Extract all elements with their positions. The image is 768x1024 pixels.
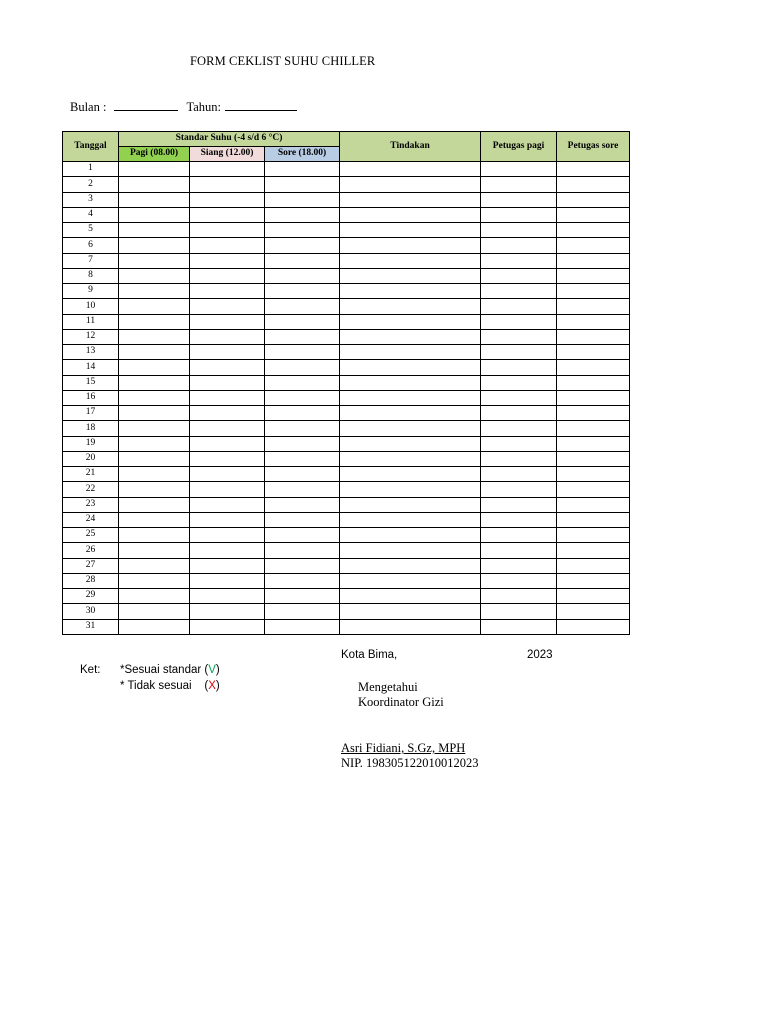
tindakan-cell[interactable] bbox=[340, 482, 481, 497]
siang-cell[interactable] bbox=[190, 436, 265, 451]
table-row bbox=[63, 207, 630, 222]
pagi-cell[interactable] bbox=[119, 253, 190, 268]
table-row bbox=[63, 604, 630, 619]
petugas-pagi-cell[interactable] bbox=[481, 390, 557, 405]
petugas-sore-cell[interactable] bbox=[557, 345, 630, 360]
pagi-cell[interactable] bbox=[119, 390, 190, 405]
pagi-cell[interactable] bbox=[119, 436, 190, 451]
tindakan-cell[interactable] bbox=[340, 390, 481, 405]
petugas-sore-cell[interactable] bbox=[557, 360, 630, 375]
petugas-sore-cell[interactable] bbox=[557, 421, 630, 436]
petugas-sore-cell[interactable] bbox=[557, 573, 630, 588]
day-number: 16 bbox=[63, 390, 119, 405]
siang-cell[interactable] bbox=[190, 619, 265, 634]
tindakan-cell[interactable] bbox=[340, 497, 481, 512]
bulan-blank[interactable] bbox=[114, 100, 178, 111]
table-row bbox=[63, 421, 630, 436]
table-row bbox=[63, 345, 630, 360]
tindakan-cell[interactable] bbox=[340, 528, 481, 543]
petugas-sore-cell[interactable] bbox=[557, 543, 630, 558]
sore-cell[interactable] bbox=[265, 192, 340, 207]
pagi-cell[interactable] bbox=[119, 284, 190, 299]
day-number: 15 bbox=[63, 375, 119, 390]
header-petugas-sore: Petugas sore bbox=[557, 132, 630, 162]
table-row bbox=[63, 406, 630, 421]
siang-cell[interactable] bbox=[190, 299, 265, 314]
pagi-cell[interactable] bbox=[119, 375, 190, 390]
day-number: 24 bbox=[63, 512, 119, 527]
sore-cell[interactable] bbox=[265, 512, 340, 527]
petugas-pagi-cell[interactable] bbox=[481, 467, 557, 482]
siang-cell[interactable] bbox=[190, 589, 265, 604]
siang-cell[interactable] bbox=[190, 360, 265, 375]
petugas-pagi-cell[interactable] bbox=[481, 253, 557, 268]
siang-cell[interactable] bbox=[190, 543, 265, 558]
table-row bbox=[63, 573, 630, 588]
sore-cell[interactable] bbox=[265, 467, 340, 482]
pagi-cell[interactable] bbox=[119, 543, 190, 558]
tindakan-cell[interactable] bbox=[340, 589, 481, 604]
day-number: 21 bbox=[63, 467, 119, 482]
petugas-pagi-cell[interactable] bbox=[481, 497, 557, 512]
sore-cell[interactable] bbox=[265, 619, 340, 634]
check-mark-icon: V bbox=[208, 664, 216, 676]
header-tanggal: Tanggal bbox=[63, 132, 119, 162]
siang-cell[interactable] bbox=[190, 268, 265, 283]
petugas-pagi-cell[interactable] bbox=[481, 406, 557, 421]
table-row bbox=[63, 192, 630, 207]
day-number: 9 bbox=[63, 284, 119, 299]
day-number: 18 bbox=[63, 421, 119, 436]
day-number: 31 bbox=[63, 619, 119, 634]
sore-cell[interactable] bbox=[265, 375, 340, 390]
petugas-sore-cell[interactable] bbox=[557, 528, 630, 543]
petugas-sore-cell[interactable] bbox=[557, 162, 630, 177]
sore-cell[interactable] bbox=[265, 238, 340, 253]
period-fields bbox=[70, 100, 297, 115]
petugas-sore-cell[interactable] bbox=[557, 497, 630, 512]
sore-cell[interactable] bbox=[265, 436, 340, 451]
signature-place: Kota Bima, bbox=[341, 649, 398, 661]
pagi-cell[interactable] bbox=[119, 223, 190, 238]
signature-role: Koordinator Gizi bbox=[358, 695, 444, 709]
siang-cell[interactable] bbox=[190, 390, 265, 405]
table-row bbox=[63, 512, 630, 527]
petugas-pagi-cell[interactable] bbox=[481, 589, 557, 604]
pagi-cell[interactable] bbox=[119, 329, 190, 344]
siang-cell[interactable] bbox=[190, 223, 265, 238]
pagi-cell[interactable] bbox=[119, 192, 190, 207]
siang-cell[interactable] bbox=[190, 329, 265, 344]
petugas-pagi-cell[interactable] bbox=[481, 375, 557, 390]
table-row bbox=[63, 543, 630, 558]
tindakan-cell[interactable] bbox=[340, 360, 481, 375]
petugas-pagi-cell[interactable] bbox=[481, 223, 557, 238]
petugas-sore-cell[interactable] bbox=[557, 512, 630, 527]
petugas-sore-cell[interactable] bbox=[557, 253, 630, 268]
table-row bbox=[63, 436, 630, 451]
tindakan-cell[interactable] bbox=[340, 375, 481, 390]
pagi-cell[interactable] bbox=[119, 406, 190, 421]
pagi-cell[interactable] bbox=[119, 573, 190, 588]
petugas-sore-cell[interactable] bbox=[557, 375, 630, 390]
sore-cell[interactable] bbox=[265, 360, 340, 375]
pagi-cell[interactable] bbox=[119, 299, 190, 314]
siang-cell[interactable] bbox=[190, 528, 265, 543]
cross-mark-icon: X bbox=[208, 680, 216, 692]
tindakan-cell[interactable] bbox=[340, 207, 481, 222]
header-petugas-pagi: Petugas pagi bbox=[481, 132, 557, 162]
siang-cell[interactable] bbox=[190, 421, 265, 436]
petugas-pagi-cell[interactable] bbox=[481, 543, 557, 558]
day-number: 30 bbox=[63, 604, 119, 619]
petugas-pagi-cell[interactable] bbox=[481, 284, 557, 299]
day-number: 13 bbox=[63, 345, 119, 360]
day-number: 20 bbox=[63, 451, 119, 466]
day-number: 23 bbox=[63, 497, 119, 512]
petugas-sore-cell[interactable] bbox=[557, 314, 630, 329]
petugas-sore-cell[interactable] bbox=[557, 207, 630, 222]
table-row bbox=[63, 619, 630, 634]
pagi-cell[interactable] bbox=[119, 268, 190, 283]
petugas-pagi-cell[interactable] bbox=[481, 192, 557, 207]
siang-cell[interactable] bbox=[190, 238, 265, 253]
petugas-pagi-cell[interactable] bbox=[481, 573, 557, 588]
sore-cell[interactable] bbox=[265, 497, 340, 512]
petugas-sore-cell[interactable] bbox=[557, 238, 630, 253]
petugas-sore-cell[interactable] bbox=[557, 268, 630, 283]
petugas-pagi-cell[interactable] bbox=[481, 329, 557, 344]
tindakan-cell[interactable] bbox=[340, 177, 481, 192]
ket-sesuai-text: *Sesuai standar bbox=[120, 664, 205, 676]
siang-cell[interactable] bbox=[190, 497, 265, 512]
pagi-cell[interactable] bbox=[119, 238, 190, 253]
sore-cell[interactable] bbox=[265, 406, 340, 421]
sore-cell[interactable] bbox=[265, 528, 340, 543]
tindakan-cell[interactable] bbox=[340, 406, 481, 421]
tindakan-cell[interactable] bbox=[340, 238, 481, 253]
tindakan-cell[interactable] bbox=[340, 162, 481, 177]
day-number: 19 bbox=[63, 436, 119, 451]
tahun-label: Tahun: bbox=[186, 100, 222, 114]
petugas-sore-cell[interactable] bbox=[557, 192, 630, 207]
pagi-cell[interactable] bbox=[119, 421, 190, 436]
tindakan-cell[interactable] bbox=[340, 253, 481, 268]
tindakan-cell[interactable] bbox=[340, 314, 481, 329]
petugas-pagi-cell[interactable] bbox=[481, 177, 557, 192]
day-number: 12 bbox=[63, 329, 119, 344]
pagi-cell[interactable] bbox=[119, 589, 190, 604]
siang-cell[interactable] bbox=[190, 177, 265, 192]
sore-cell[interactable] bbox=[265, 177, 340, 192]
day-number: 14 bbox=[63, 360, 119, 375]
petugas-pagi-cell[interactable] bbox=[481, 482, 557, 497]
signature-mengetahui: Mengetahui bbox=[358, 680, 418, 694]
signature-year: 2023 bbox=[527, 649, 553, 661]
day-number: 26 bbox=[63, 543, 119, 558]
day-number: 3 bbox=[63, 192, 119, 207]
petugas-pagi-cell[interactable] bbox=[481, 528, 557, 543]
petugas-sore-cell[interactable] bbox=[557, 390, 630, 405]
tindakan-cell[interactable] bbox=[340, 512, 481, 527]
petugas-sore-cell[interactable] bbox=[557, 436, 630, 451]
table-row bbox=[63, 268, 630, 283]
pagi-cell[interactable] bbox=[119, 451, 190, 466]
sore-cell[interactable] bbox=[265, 329, 340, 344]
petugas-sore-cell[interactable] bbox=[557, 223, 630, 238]
siang-cell[interactable] bbox=[190, 345, 265, 360]
pagi-cell[interactable] bbox=[119, 619, 190, 634]
siang-cell[interactable] bbox=[190, 375, 265, 390]
sore-cell[interactable] bbox=[265, 284, 340, 299]
table-row bbox=[63, 238, 630, 253]
pagi-cell[interactable] bbox=[119, 528, 190, 543]
day-number: 1 bbox=[63, 162, 119, 177]
day-number: 29 bbox=[63, 589, 119, 604]
petugas-pagi-cell[interactable] bbox=[481, 604, 557, 619]
table-row bbox=[63, 253, 630, 268]
sore-cell[interactable] bbox=[265, 207, 340, 222]
table-row bbox=[63, 528, 630, 543]
header-pagi: Pagi (08.00) bbox=[119, 147, 190, 162]
pagi-cell[interactable] bbox=[119, 314, 190, 329]
sore-cell[interactable] bbox=[265, 589, 340, 604]
table-row bbox=[63, 223, 630, 238]
petugas-sore-cell[interactable] bbox=[557, 406, 630, 421]
tindakan-cell[interactable] bbox=[340, 619, 481, 634]
pagi-cell[interactable] bbox=[119, 482, 190, 497]
day-number: 10 bbox=[63, 299, 119, 314]
table-row bbox=[63, 299, 630, 314]
petugas-pagi-cell[interactable] bbox=[481, 207, 557, 222]
table-row bbox=[63, 162, 630, 177]
tindakan-cell[interactable] bbox=[340, 558, 481, 573]
petugas-sore-cell[interactable] bbox=[557, 284, 630, 299]
petugas-pagi-cell[interactable] bbox=[481, 421, 557, 436]
tahun-blank[interactable] bbox=[225, 100, 297, 111]
sore-cell[interactable] bbox=[265, 451, 340, 466]
siang-cell[interactable] bbox=[190, 558, 265, 573]
siang-cell[interactable] bbox=[190, 512, 265, 527]
siang-cell[interactable] bbox=[190, 482, 265, 497]
sore-cell[interactable] bbox=[265, 345, 340, 360]
table-row bbox=[63, 482, 630, 497]
siang-cell[interactable] bbox=[190, 451, 265, 466]
header-siang: Siang (12.00) bbox=[190, 147, 265, 162]
ket-sesuai: *Sesuai standar (V) bbox=[120, 664, 220, 676]
sore-cell[interactable] bbox=[265, 573, 340, 588]
pagi-cell[interactable] bbox=[119, 177, 190, 192]
tindakan-cell[interactable] bbox=[340, 345, 481, 360]
siang-cell[interactable] bbox=[190, 573, 265, 588]
sore-cell[interactable] bbox=[265, 162, 340, 177]
sore-cell[interactable] bbox=[265, 482, 340, 497]
petugas-pagi-cell[interactable] bbox=[481, 299, 557, 314]
siang-cell[interactable] bbox=[190, 467, 265, 482]
ket-tidak-sesuai: * Tidak sesuai (X) bbox=[120, 680, 220, 692]
pagi-cell[interactable] bbox=[119, 467, 190, 482]
tindakan-cell[interactable] bbox=[340, 284, 481, 299]
day-number: 11 bbox=[63, 314, 119, 329]
petugas-pagi-cell[interactable] bbox=[481, 436, 557, 451]
siang-cell[interactable] bbox=[190, 284, 265, 299]
tindakan-cell[interactable] bbox=[340, 268, 481, 283]
table-row bbox=[63, 589, 630, 604]
petugas-pagi-cell[interactable] bbox=[481, 512, 557, 527]
table-row bbox=[63, 375, 630, 390]
siang-cell[interactable] bbox=[190, 314, 265, 329]
tindakan-cell[interactable] bbox=[340, 604, 481, 619]
siang-cell[interactable] bbox=[190, 192, 265, 207]
pagi-cell[interactable] bbox=[119, 162, 190, 177]
table-row bbox=[63, 360, 630, 375]
sore-cell[interactable] bbox=[265, 223, 340, 238]
day-number: 27 bbox=[63, 558, 119, 573]
tindakan-cell[interactable] bbox=[340, 421, 481, 436]
day-number: 4 bbox=[63, 207, 119, 222]
sore-cell[interactable] bbox=[265, 421, 340, 436]
siang-cell[interactable] bbox=[190, 207, 265, 222]
tindakan-cell[interactable] bbox=[340, 329, 481, 344]
table-row bbox=[63, 329, 630, 344]
siang-cell[interactable] bbox=[190, 604, 265, 619]
tindakan-cell[interactable] bbox=[340, 436, 481, 451]
day-number: 2 bbox=[63, 177, 119, 192]
petugas-sore-cell[interactable] bbox=[557, 619, 630, 634]
petugas-sore-cell[interactable] bbox=[557, 451, 630, 466]
day-number: 17 bbox=[63, 406, 119, 421]
table-row bbox=[63, 284, 630, 299]
pagi-cell[interactable] bbox=[119, 497, 190, 512]
header-standar-suhu: Standar Suhu (-4 s/d 6 °C) bbox=[119, 132, 340, 147]
table-row bbox=[63, 177, 630, 192]
tindakan-cell[interactable] bbox=[340, 573, 481, 588]
sore-cell[interactable] bbox=[265, 558, 340, 573]
day-number: 25 bbox=[63, 528, 119, 543]
form-title: FORM CEKLIST SUHU CHILLER bbox=[190, 54, 376, 68]
tindakan-cell[interactable] bbox=[340, 451, 481, 466]
petugas-pagi-cell[interactable] bbox=[481, 238, 557, 253]
ket-label: Ket: bbox=[80, 664, 101, 676]
tindakan-cell[interactable] bbox=[340, 299, 481, 314]
pagi-cell[interactable] bbox=[119, 207, 190, 222]
petugas-sore-cell[interactable] bbox=[557, 467, 630, 482]
siang-cell[interactable] bbox=[190, 162, 265, 177]
sore-cell[interactable] bbox=[265, 543, 340, 558]
sore-cell[interactable] bbox=[265, 314, 340, 329]
pagi-cell[interactable] bbox=[119, 558, 190, 573]
signature-nip: NIP. 198305122010012023 bbox=[341, 756, 479, 770]
petugas-sore-cell[interactable] bbox=[557, 589, 630, 604]
sore-cell[interactable] bbox=[265, 299, 340, 314]
ket-tidak-sesuai-text: * Tidak sesuai bbox=[120, 680, 205, 692]
sore-cell[interactable] bbox=[265, 604, 340, 619]
table-row bbox=[63, 314, 630, 329]
table-row bbox=[63, 451, 630, 466]
tindakan-cell[interactable] bbox=[340, 467, 481, 482]
tindakan-cell[interactable] bbox=[340, 543, 481, 558]
tindakan-cell[interactable] bbox=[340, 223, 481, 238]
day-number: 28 bbox=[63, 573, 119, 588]
pagi-cell[interactable] bbox=[119, 604, 190, 619]
pagi-cell[interactable] bbox=[119, 360, 190, 375]
table-row bbox=[63, 497, 630, 512]
petugas-pagi-cell[interactable] bbox=[481, 162, 557, 177]
petugas-pagi-cell[interactable] bbox=[481, 314, 557, 329]
petugas-pagi-cell[interactable] bbox=[481, 451, 557, 466]
siang-cell[interactable] bbox=[190, 253, 265, 268]
petugas-pagi-cell[interactable] bbox=[481, 619, 557, 634]
pagi-cell[interactable] bbox=[119, 512, 190, 527]
table-row bbox=[63, 467, 630, 482]
bulan-label: Bulan : bbox=[70, 100, 107, 114]
day-number: 6 bbox=[63, 238, 119, 253]
petugas-sore-cell[interactable] bbox=[557, 299, 630, 314]
table-row bbox=[63, 390, 630, 405]
petugas-sore-cell[interactable] bbox=[557, 604, 630, 619]
pagi-cell[interactable] bbox=[119, 345, 190, 360]
petugas-pagi-cell[interactable] bbox=[481, 345, 557, 360]
tindakan-cell[interactable] bbox=[340, 192, 481, 207]
petugas-pagi-cell[interactable] bbox=[481, 558, 557, 573]
petugas-sore-cell[interactable] bbox=[557, 329, 630, 344]
table-row bbox=[63, 558, 630, 573]
sore-cell[interactable] bbox=[265, 253, 340, 268]
petugas-sore-cell[interactable] bbox=[557, 177, 630, 192]
petugas-pagi-cell[interactable] bbox=[481, 360, 557, 375]
sore-cell[interactable] bbox=[265, 268, 340, 283]
siang-cell[interactable] bbox=[190, 406, 265, 421]
petugas-pagi-cell[interactable] bbox=[481, 268, 557, 283]
day-number: 22 bbox=[63, 482, 119, 497]
day-number: 7 bbox=[63, 253, 119, 268]
day-number: 5 bbox=[63, 223, 119, 238]
day-number: 8 bbox=[63, 268, 119, 283]
signature-name: Asri Fidiani, S.Gz, MPH bbox=[341, 741, 466, 755]
header-tindakan: Tindakan bbox=[340, 132, 481, 162]
sore-cell[interactable] bbox=[265, 390, 340, 405]
petugas-sore-cell[interactable] bbox=[557, 482, 630, 497]
checklist-table bbox=[62, 131, 630, 635]
petugas-sore-cell[interactable] bbox=[557, 558, 630, 573]
header-sore: Sore (18.00) bbox=[265, 147, 340, 162]
